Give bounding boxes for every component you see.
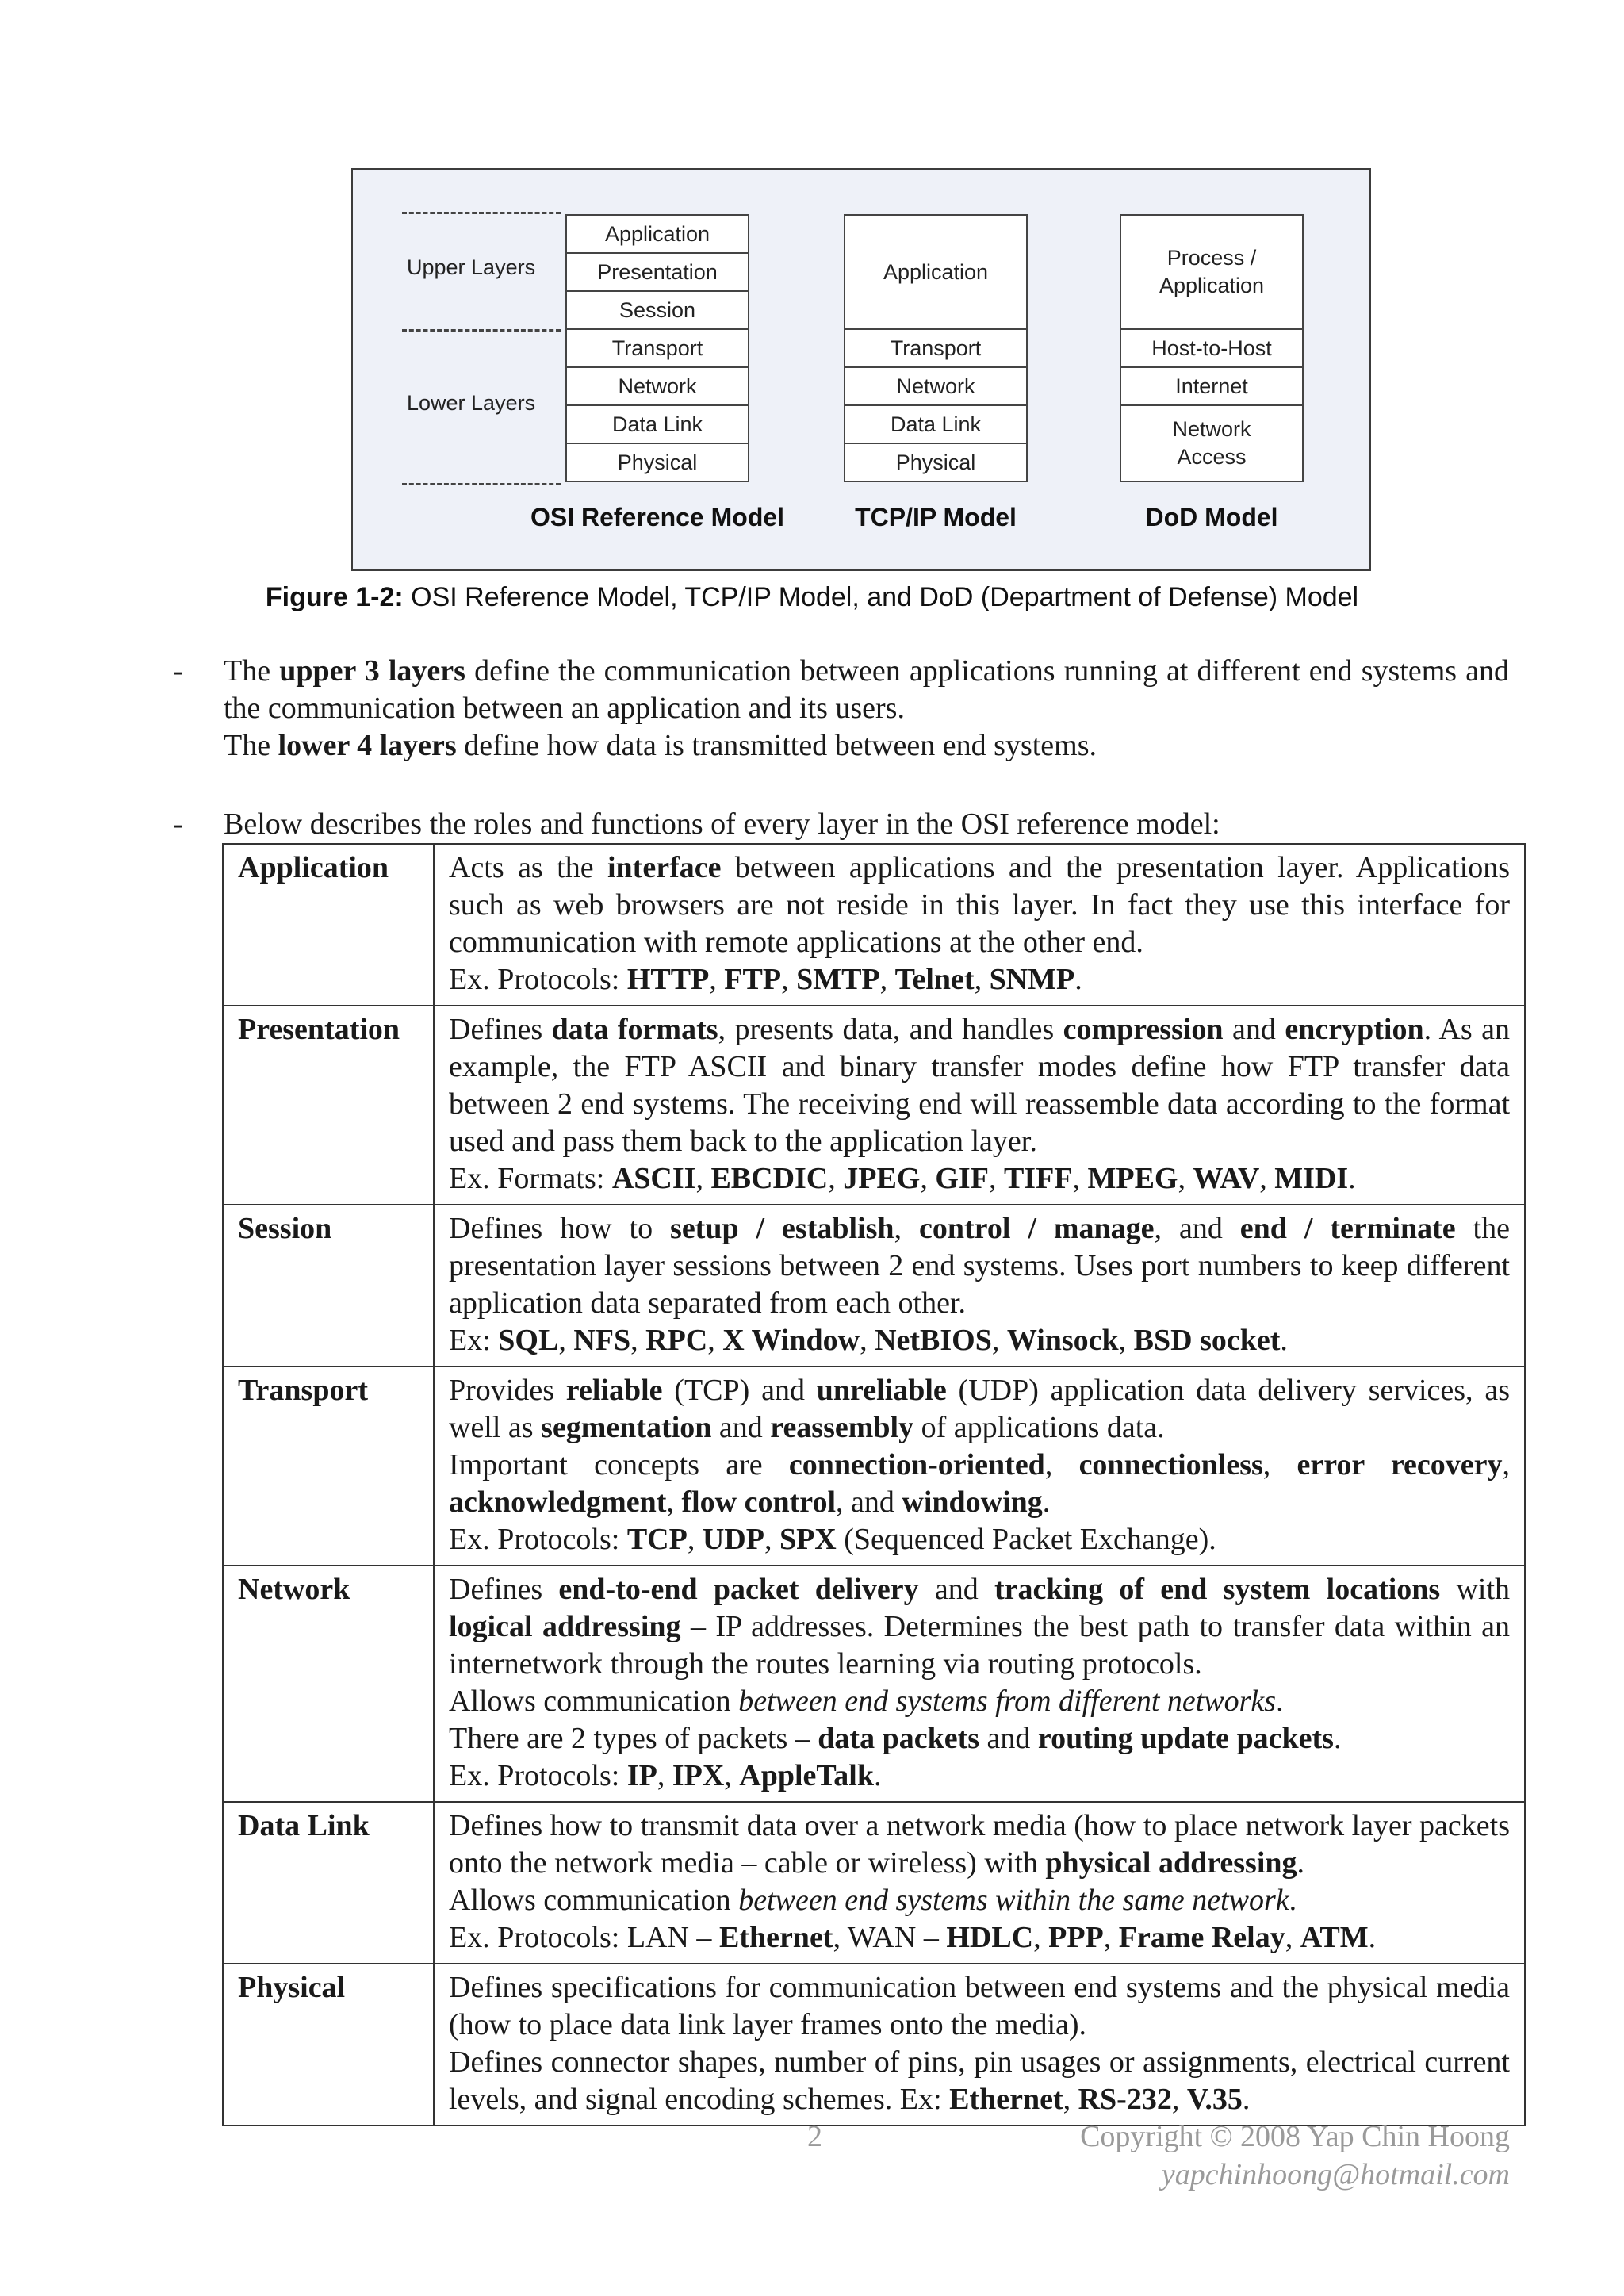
text-run: , bbox=[1171, 2083, 1187, 2116]
text-run: Provides bbox=[449, 1374, 566, 1407]
text-run: , bbox=[988, 1162, 1004, 1195]
text-run: . bbox=[1333, 1722, 1342, 1755]
text-run: , bbox=[1118, 1324, 1134, 1357]
tcpip-layer: Network bbox=[844, 366, 1028, 406]
text-run: , bbox=[657, 1759, 672, 1792]
bold-run: physical addressing bbox=[1045, 1846, 1297, 1880]
layer-name: Physical bbox=[223, 1964, 434, 2125]
layer-name: Session bbox=[223, 1205, 434, 1366]
text-run: The bbox=[224, 654, 280, 688]
bold-run: Frame Relay bbox=[1118, 1921, 1285, 1954]
text-run: of applications data. bbox=[914, 1411, 1165, 1444]
layer-description bbox=[434, 1205, 1525, 1366]
text-run: , bbox=[724, 1759, 740, 1792]
bold-run: compression bbox=[1063, 1013, 1224, 1046]
bold-run: tracking of end system locations bbox=[994, 1573, 1441, 1606]
text-run: Defines bbox=[449, 1573, 559, 1606]
bold-run: lower 4 layers bbox=[278, 729, 457, 762]
upper-layers-label: Upper Layers bbox=[407, 255, 536, 279]
text-run: , bbox=[695, 1162, 711, 1195]
text-run: Acts as the bbox=[449, 851, 607, 884]
text-run: . bbox=[1042, 1485, 1051, 1519]
text-run: , bbox=[1259, 1162, 1275, 1195]
bold-run: interface bbox=[607, 851, 722, 884]
text-run: Ex. Formats: bbox=[449, 1162, 612, 1195]
layer-name: Network bbox=[223, 1566, 434, 1802]
bold-run: segmentation bbox=[541, 1411, 712, 1444]
bold-run: windowing bbox=[902, 1485, 1043, 1519]
bold-run: reliable bbox=[565, 1374, 663, 1407]
text-run: Ex. Protocols: bbox=[449, 1759, 627, 1792]
bold-run: Ethernet bbox=[949, 2083, 1063, 2116]
bold-run: connection-oriented bbox=[788, 1448, 1045, 1481]
text-run: , bbox=[920, 1162, 936, 1195]
bullet-layers-overview bbox=[224, 653, 1509, 765]
bold-run: RPC bbox=[645, 1324, 708, 1357]
osi-layer: Session bbox=[565, 290, 749, 330]
text-run: Defines specifications for communication between end systems and the physical media (how to place data link layer frames onto the media). bbox=[449, 1971, 1510, 2041]
bullet-dash: - bbox=[173, 654, 183, 688]
layer-description bbox=[434, 1006, 1525, 1205]
bold-run: flow control bbox=[681, 1485, 836, 1519]
text-run: with bbox=[1440, 1573, 1511, 1606]
bullet-dash: - bbox=[173, 807, 183, 841]
text-run: , bbox=[894, 1212, 919, 1245]
bold-run: TIFF bbox=[1003, 1162, 1073, 1195]
text-run: Ex. Protocols: bbox=[449, 963, 627, 996]
bold-run: BSD socket bbox=[1133, 1324, 1281, 1357]
bold-run: Ethernet bbox=[718, 1921, 833, 1954]
text-run: , bbox=[974, 963, 990, 996]
layer-name: Presentation bbox=[223, 1006, 434, 1205]
text-run: define how data is transmitted between end systems. bbox=[456, 729, 1097, 762]
bold-run: SNMP bbox=[989, 963, 1075, 996]
table-row bbox=[223, 1006, 1525, 1205]
table-row bbox=[223, 1802, 1525, 1964]
table-row bbox=[223, 1566, 1525, 1802]
bold-run: NetBIOS bbox=[875, 1324, 992, 1357]
text-run: , bbox=[630, 1324, 646, 1357]
bold-run: IP bbox=[626, 1759, 657, 1792]
bold-run: NFS bbox=[573, 1324, 631, 1357]
text-run: . bbox=[1242, 2083, 1251, 2116]
text-run: . As an example, the FTP ASCII and binary transfer modes define how FTP transfer data between 2 end systems. The receiving end will reassemble data according to the format used and pass them back to the application layer. bbox=[449, 1013, 1511, 1158]
text-run: , bbox=[764, 1523, 779, 1556]
osi-layer: Transport bbox=[565, 328, 749, 368]
dod-layer: Process / Application bbox=[1120, 214, 1304, 330]
table-row bbox=[223, 1366, 1525, 1566]
tcpip-layer: Transport bbox=[844, 328, 1028, 368]
bold-run: ASCII bbox=[611, 1162, 696, 1195]
text-run: , bbox=[991, 1324, 1007, 1357]
divider-bottom bbox=[402, 483, 561, 485]
text-run: Allows communication bbox=[449, 1884, 739, 1917]
text-run: , bbox=[1262, 1448, 1297, 1481]
text-run: and bbox=[918, 1573, 994, 1606]
table-row bbox=[223, 844, 1525, 1006]
bold-run: SMTP bbox=[796, 963, 880, 996]
text-run: , bbox=[828, 1162, 844, 1195]
text-run: , bbox=[1502, 1448, 1510, 1481]
bold-run: MIDI bbox=[1274, 1162, 1349, 1195]
osi-layer: Application bbox=[565, 214, 749, 254]
text-run: Ex. Protocols: LAN – bbox=[449, 1921, 719, 1954]
text-run: , and bbox=[1154, 1212, 1240, 1245]
bold-run: PPP bbox=[1048, 1921, 1104, 1954]
text-run: (TCP) and bbox=[662, 1374, 817, 1407]
divider-middle bbox=[402, 329, 561, 332]
text-run: , bbox=[707, 1324, 723, 1357]
text-run: and bbox=[711, 1411, 771, 1444]
caption-text: OSI Reference Model, TCP/IP Model, and DoD (Department of Defense) Model bbox=[403, 582, 1359, 612]
text-run: . bbox=[1289, 1884, 1297, 1917]
bold-run: MPEG bbox=[1087, 1162, 1178, 1195]
bold-run: upper 3 layers bbox=[279, 654, 465, 688]
bold-run: X Window bbox=[722, 1324, 860, 1357]
bold-run: HTTP bbox=[626, 963, 710, 996]
osi-layer-table bbox=[222, 843, 1526, 2126]
bold-run: error recovery bbox=[1297, 1448, 1503, 1481]
bold-run: V.35 bbox=[1186, 2083, 1243, 2116]
text-run: , bbox=[879, 963, 895, 996]
text-run: , bbox=[1063, 2083, 1078, 2116]
text-run: . bbox=[873, 1759, 882, 1792]
table-row bbox=[223, 1964, 1525, 2125]
bold-run: end / terminate bbox=[1239, 1212, 1456, 1245]
layer-name: Data Link bbox=[223, 1802, 434, 1964]
bold-run: data packets bbox=[818, 1722, 980, 1755]
caption-label: Figure 1-2: bbox=[265, 582, 404, 612]
text-run: . bbox=[1074, 963, 1082, 996]
layer-description bbox=[434, 1964, 1525, 2125]
text-run: the presentation layer sessions between 2 end systems. Uses port numbers to keep different application data separated from each other. bbox=[449, 1212, 1510, 1320]
text-run: . bbox=[1368, 1921, 1377, 1954]
osi-model-title: OSI Reference Model bbox=[530, 503, 785, 531]
dod-layer: Host-to-Host bbox=[1120, 328, 1304, 368]
text-run: , bbox=[781, 963, 797, 996]
bold-run: ATM bbox=[1300, 1921, 1369, 1954]
text-run: , bbox=[687, 1523, 703, 1556]
text-run: , and bbox=[836, 1485, 902, 1519]
text-run: . bbox=[1276, 1685, 1284, 1718]
text-run: and bbox=[979, 1722, 1038, 1755]
text-run: – IP addresses. Determines the best path to transfer data within an internetwork through the routes learning via routing protocols. bbox=[449, 1610, 1510, 1681]
bold-run: routing update packets bbox=[1037, 1722, 1334, 1755]
text-run: , WAN – bbox=[833, 1921, 947, 1954]
layer-description bbox=[434, 1566, 1525, 1802]
bold-run: Winsock bbox=[1006, 1324, 1119, 1357]
bold-run: WAV bbox=[1193, 1162, 1260, 1195]
text-run: , bbox=[1033, 1921, 1049, 1954]
bold-run: SQL bbox=[498, 1324, 559, 1357]
layer-description bbox=[434, 844, 1525, 1006]
bold-run: control / manage bbox=[919, 1212, 1155, 1245]
text-run: (Sequenced Packet Exchange). bbox=[836, 1523, 1216, 1556]
text-run: , bbox=[709, 963, 725, 996]
text-run: . bbox=[1348, 1162, 1356, 1195]
text-run: . bbox=[1280, 1324, 1288, 1357]
osi-layer: Network bbox=[565, 366, 749, 406]
bold-run: data formats bbox=[551, 1013, 718, 1046]
text-run: , bbox=[666, 1485, 682, 1519]
tcpip-model-title: TCP/IP Model bbox=[855, 503, 1017, 531]
tcpip-layer: Physical bbox=[844, 443, 1028, 482]
osi-layer: Presentation bbox=[565, 252, 749, 292]
bold-run: EBCDIC bbox=[710, 1162, 829, 1195]
bold-run: connectionless bbox=[1078, 1448, 1263, 1481]
text-run: The bbox=[224, 729, 278, 762]
bold-run: HDLC bbox=[946, 1921, 1034, 1954]
lower-layers-label: Lower Layers bbox=[407, 391, 536, 415]
text-run: , bbox=[1072, 1162, 1088, 1195]
bold-run: Telnet bbox=[894, 963, 975, 996]
text-run: Defines connector shapes, number of pins, pin usages or assignments, electrical current levels, and signal encoding schemes. Ex: bbox=[449, 2045, 1510, 2116]
bold-run: acknowledgment bbox=[449, 1485, 667, 1519]
copyright: Copyright © 2008 Yap Chin Hoong bbox=[1080, 2120, 1510, 2153]
dod-layer: Internet bbox=[1120, 366, 1304, 406]
text-run: , bbox=[1044, 1448, 1079, 1481]
text-run: , bbox=[1178, 1162, 1193, 1195]
text-run: There are 2 types of packets – bbox=[449, 1722, 818, 1755]
text-run: define the communication between applications running at different end systems and the communication between an application and its users. bbox=[224, 654, 1510, 725]
bold-run: UDP bbox=[702, 1523, 764, 1556]
text-run: and bbox=[1223, 1013, 1285, 1046]
bold-run: TCP bbox=[626, 1523, 688, 1556]
table-row bbox=[223, 1205, 1525, 1366]
layer-description bbox=[434, 1802, 1525, 1964]
bold-run: unreliable bbox=[816, 1374, 947, 1407]
bold-run: reassembly bbox=[770, 1411, 914, 1444]
layer-name: Transport bbox=[223, 1366, 434, 1566]
text-run: Defines how to bbox=[449, 1212, 671, 1245]
text-run: Ex: bbox=[449, 1324, 499, 1357]
bold-run: SPX bbox=[779, 1523, 837, 1556]
layer-name: Application bbox=[223, 844, 434, 1006]
text-run: , bbox=[1285, 1921, 1300, 1954]
figure-caption bbox=[0, 582, 1624, 613]
dod-model-title: DoD Model bbox=[1145, 503, 1278, 531]
italic-run: between end systems from different networks bbox=[738, 1685, 1277, 1718]
author-email: yapchinhoong@hotmail.com bbox=[1161, 2158, 1510, 2191]
bold-run: GIF bbox=[935, 1162, 989, 1195]
dod-layer: Network Access bbox=[1120, 404, 1304, 482]
bold-run: RS-232 bbox=[1078, 2083, 1172, 2116]
layer-description bbox=[434, 1366, 1525, 1566]
text-run: Important concepts are bbox=[449, 1448, 789, 1481]
text-run: , bbox=[558, 1324, 574, 1357]
italic-run: between end systems within the same network bbox=[738, 1884, 1289, 1917]
osi-layer: Data Link bbox=[565, 404, 749, 444]
bold-run: AppleTalk bbox=[739, 1759, 874, 1792]
text-run: , bbox=[1103, 1921, 1119, 1954]
bold-run: FTP bbox=[724, 963, 782, 996]
text-run: . bbox=[1297, 1846, 1305, 1880]
text-run: Ex. Protocols: bbox=[449, 1523, 627, 1556]
bold-run: end-to-end packet delivery bbox=[558, 1573, 919, 1606]
bold-run: encryption bbox=[1285, 1013, 1424, 1046]
osi-layer: Physical bbox=[565, 443, 749, 482]
osi-figure bbox=[351, 168, 1371, 571]
text-run: , bbox=[860, 1324, 875, 1357]
page-number: 2 bbox=[807, 2120, 822, 2153]
bold-run: setup / establish bbox=[670, 1212, 894, 1245]
text-run: , presents data, and handles bbox=[718, 1013, 1063, 1046]
text-run: between applications and the presentation layer. Applications such as web browsers are not reside in this layer. In fact they use this interface for communication with remote applications at the other end. bbox=[449, 851, 1511, 959]
text-run: Defines bbox=[449, 1013, 552, 1046]
text-run: (UDP) application data delivery services, as well as bbox=[449, 1374, 1510, 1444]
text-run: Allows communication bbox=[449, 1685, 739, 1718]
tcpip-layer: Application bbox=[844, 214, 1028, 330]
tcpip-layer: Data Link bbox=[844, 404, 1028, 444]
bullet-table-intro: Below describes the roles and functions of every layer in the OSI reference model: bbox=[224, 807, 1220, 841]
bold-run: logical addressing bbox=[449, 1610, 681, 1643]
text-run: Defines how to transmit data over a network media (how to place network layer packets onto the network media – cable or wireless) with bbox=[449, 1809, 1510, 1880]
bold-run: IPX bbox=[672, 1759, 725, 1792]
bold-run: JPEG bbox=[843, 1162, 921, 1195]
divider-top bbox=[402, 212, 561, 214]
